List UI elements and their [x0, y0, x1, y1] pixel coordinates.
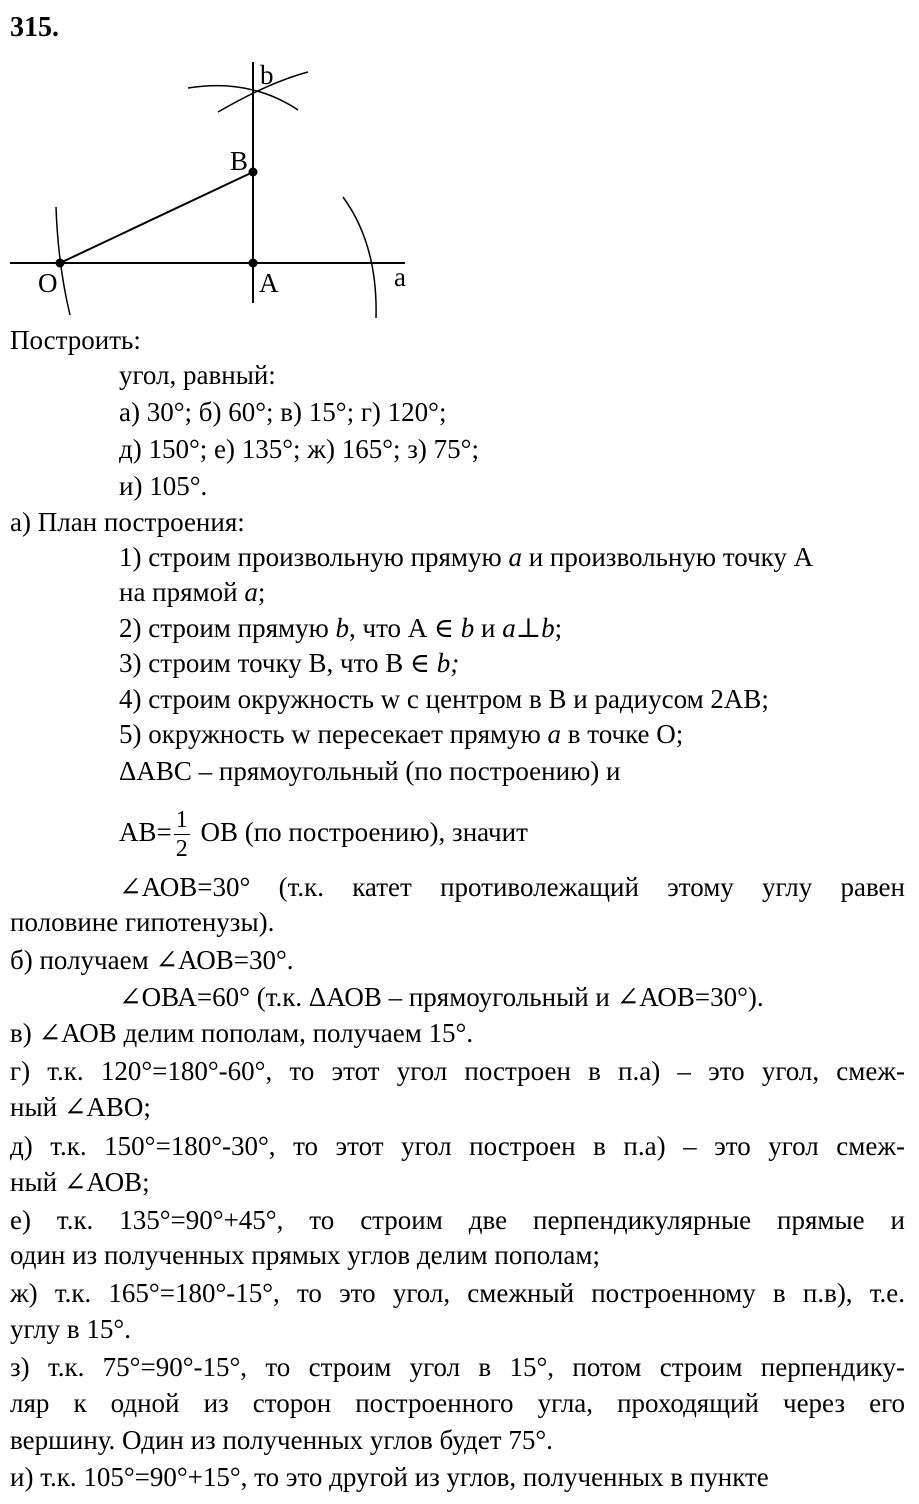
label-point-b: B [230, 146, 249, 176]
solution-line: з) т.к. 75°=90°-15°, то строим угол в 15°, потом строим перпендику- [10, 1352, 905, 1382]
solution-line: г) т.к. 120°=180°-60°, то этот угол построен в п.а) – это угол, смеж- [10, 1056, 905, 1086]
segment-ob [60, 172, 253, 263]
label-point-o: O [38, 268, 58, 298]
solution-line: один из полученных прямых углов делим пополам; [10, 1240, 600, 1270]
task-heading: Построить: [10, 325, 141, 355]
solution-line: е) т.к. 135°=90°+45°, то строим две перпендикулярные прямые и [10, 1205, 905, 1235]
solution-line: ляр к одной из сторон построенного угла, проходящий через его [10, 1388, 905, 1418]
solution-line: и) т.к. 105°=90°+15°, то это другой из углов, полученных в пункте [10, 1462, 769, 1492]
solution-line: б) получаем ∠АОВ=30°. [10, 945, 294, 975]
solution-line: ный ∠АОВ; [10, 1167, 150, 1197]
problem-number: 315. [10, 12, 59, 43]
step-4: 4) строим окружность w с центром в В и радиусом 2АВ; [119, 684, 769, 714]
solution-line: ный ∠АВО; [10, 1092, 151, 1122]
triangle-statement: ΔАВС – прямоугольный (по построению) и [119, 756, 621, 786]
ab-equals-half-ob: АВ= $\frac{1}{2}$ ОВ (по построению), значит [119, 807, 528, 863]
angle-aob-line-1: ∠АОВ=30° (т.к. катет противолежащий этому углу равен [119, 872, 905, 902]
construction-figure [0, 55, 420, 330]
fraction-one-half: $\frac{1}{2}$ [175, 807, 188, 863]
step-1: 1) строим произвольную прямую a и произвольную точку А [119, 542, 814, 572]
point-a [249, 259, 258, 268]
label-point-a: A [259, 268, 279, 298]
label-line-a: a [394, 262, 406, 292]
solution-line: д) т.к. 150°=180°-30°, то этот угол построен в п.а) – это угол смеж- [10, 1131, 905, 1161]
point-b [249, 168, 258, 177]
step-2: 2) строим прямую b, что А ∈ b и a⊥b; [119, 613, 563, 643]
task-line: угол, равный: [119, 360, 276, 390]
task-line: а) 30°; б) 60°; в) 15°; г) 120°; [119, 397, 447, 427]
solution-line: ж) т.к. 165°=180°-15°, то это угол, смежный построенному в п.в), т.е. [10, 1278, 905, 1308]
step-5: 5) окружность w пересекает прямую a в точке О; [119, 719, 684, 749]
angle-aob-line-2: половине гипотенузы). [10, 907, 275, 937]
step-3: 3) строим точку В, что В ∈ b; [119, 648, 460, 678]
solution-line: в) ∠АОВ делим пополам, получаем 15°. [10, 1018, 474, 1048]
solution-a-heading: а) План построения: [10, 507, 245, 537]
point-o [56, 259, 65, 268]
task-line: д) 150°; е) 135°; ж) 165°; з) 75°; [119, 434, 479, 464]
solution-line: вершину. Один из полученных углов будет 75°. [10, 1425, 553, 1455]
task-line: и) 105°. [119, 471, 208, 501]
arc-right [343, 197, 376, 318]
solution-line: углу в 15°. [10, 1314, 131, 1344]
step-1-cont: на прямой a; [119, 577, 266, 607]
label-b-line: b [260, 60, 274, 90]
solution-line: ∠ОВА=60° (т.к. ΔАОВ – прямоугольный и ∠АОВ=30°). [119, 982, 764, 1012]
